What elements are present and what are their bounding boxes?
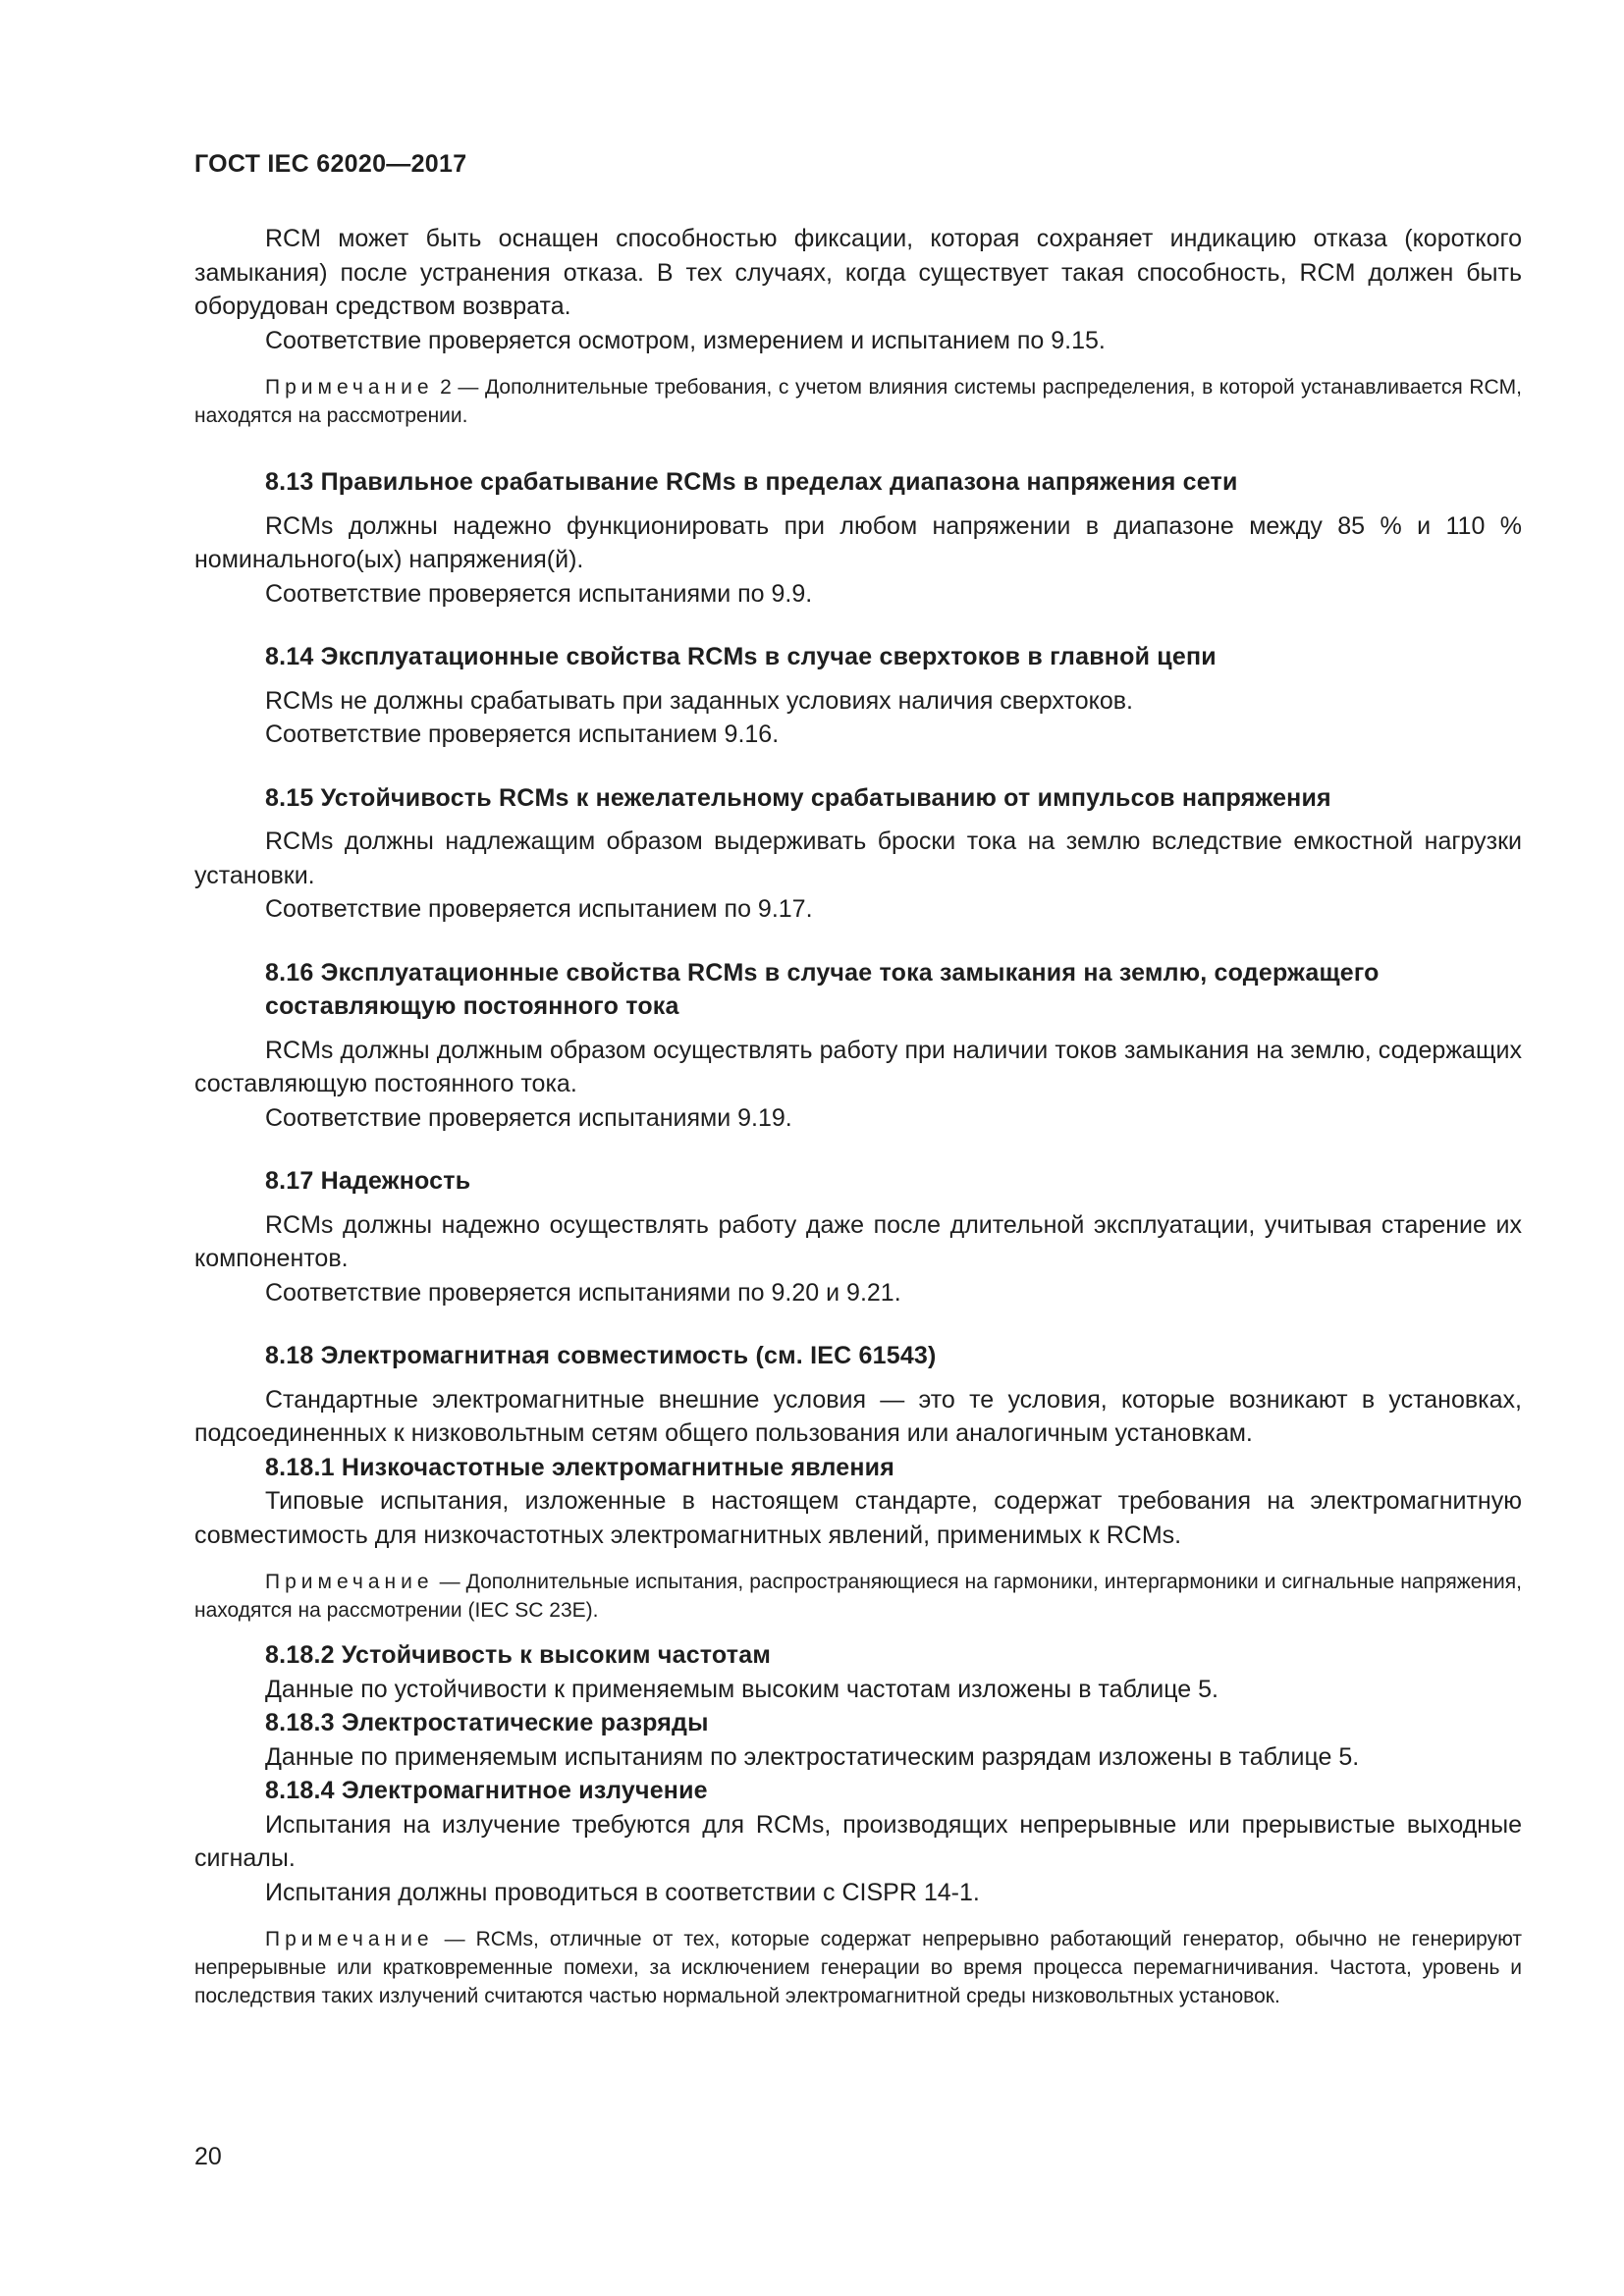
- section-8-18-1-heading: 8.18.1 Низкочастотные электромагнитные явления: [265, 1453, 894, 1481]
- section-8-17-heading: 8.17 Надежность: [265, 1167, 471, 1195]
- section-8-16-paragraph-1: RCMs должны должным образом осуществлять работу при наличии токов замыкания на землю, содержащих составляющую постоянного тока.: [194, 1036, 1522, 1097]
- note-label: Примечание: [265, 1928, 434, 1950]
- section-8-13-heading: 8.13 Правильное срабатывание RCMs в пределах диапазона напряжения сети: [265, 468, 1238, 496]
- section-8-15-paragraph-1: RCMs должны надлежащим образом выдерживать броски тока на землю вследствие емкостной нагрузки установки.: [194, 828, 1522, 889]
- section-8-18-4-paragraph-1: Испытания на излучение требуются для RCMs, производящих непрерывные или прерывистые выходные сигналы.: [194, 1810, 1522, 1872]
- section-8-16-heading-line-2: составляющую постоянного тока: [265, 992, 679, 1020]
- section-8-18-1-note: [194, 1568, 1522, 1625]
- section-8-13-paragraph-2: Соответствие проверяется испытаниями по 9.9.: [265, 579, 813, 608]
- section-8-14-heading: 8.14 Эксплуатационные свойства RCMs в случае сверхтоков в главной цепи: [265, 643, 1217, 670]
- section-8-18-1-paragraph: Типовые испытания, изложенные в настоящем стандарте, содержат требования на электромагнитную совместимость для низкочастотных электромагнитных явлений, применимых к RCMs.: [194, 1487, 1522, 1549]
- section-8-18-2-paragraph: Данные по устойчивости к применяемым высоким частотам изложены в таблице 5.: [265, 1675, 1218, 1703]
- standard-title: ГОСТ IEC 62020—2017: [194, 150, 467, 178]
- note-label: Примечание: [265, 376, 434, 399]
- section-8-18-2-heading: 8.18.2 Устойчивость к высоким частотам: [265, 1641, 772, 1669]
- section-8-18-3-paragraph: Данные по применяемым испытаниям по электростатическим разрядам изложены в таблице 5.: [265, 1742, 1360, 1771]
- section-8-17-paragraph-1: RCMs должны надежно осуществлять работу даже после длительной эксплуатации, учитывая старение их компонентов.: [194, 1210, 1522, 1272]
- note-text: — Дополнительные испытания, распространяющиеся на гармоники, интергармоники и сигнальные напряжения, находятся на рассмотрении (IEC SC 23E).: [194, 1571, 1522, 1622]
- section-8-18-3-heading: 8.18.3 Электростатические разряды: [265, 1709, 709, 1736]
- section-8-16-heading: [194, 956, 1522, 1024]
- intro-note: [194, 373, 1522, 430]
- section-8-16-heading-line-1: 8.16 Эксплуатационные свойства RCMs в случае тока замыкания на землю, содержащего: [265, 958, 1380, 987]
- section-8-16-paragraph-2: Соответствие проверяется испытаниями 9.19.: [265, 1103, 792, 1132]
- section-8-17-paragraph-2: Соответствие проверяется испытаниями по 9.20 и 9.21.: [265, 1278, 901, 1307]
- intro-paragraph-2: Соответствие проверяется осмотром, измерением и испытанием по 9.15.: [265, 326, 1106, 354]
- section-8-15-paragraph-2: Соответствие проверяется испытанием по 9.17.: [265, 895, 813, 923]
- section-8-18-4-heading: 8.18.4 Электромагнитное излучение: [265, 1777, 708, 1804]
- section-8-18-4-note: [194, 1925, 1522, 2010]
- section-8-18-4-paragraph-2: Испытания должны проводиться в соответствии с CISPR 14-1.: [265, 1878, 980, 1906]
- intro-paragraph-1: RCM может быть оснащен способностью фиксации, которая сохраняет индикацию отказа (короткого замыкания) после устранения отказа. В тех случаях, когда существует такая способность, RCM должен быть оборудован средством возврата.: [194, 225, 1522, 320]
- section-8-18-heading: 8.18 Электромагнитная совместимость (см. IEC 61543): [265, 1342, 937, 1369]
- note-text: 2 — Дополнительные требования, с учетом влияния системы распределения, в которой устанавливается RCM, находятся на рассмотрении.: [194, 376, 1522, 427]
- document-body: [194, 222, 1522, 2010]
- note-text: — RCMs, отличные от тех, которые содержат непрерывно работающий генератор, обычно не генерируют непрерывные или кратковременные помехи, за исключением генерации во время процесса перемагничивания. Частота, уровень и последствия таких излучений считаются частью нормальной электромагнитной среды низковольтных установок.: [194, 1928, 1522, 2007]
- section-8-15-heading: 8.15 Устойчивость RCMs к нежелательному срабатыванию от импульсов напряжения: [265, 783, 1331, 812]
- page-number: 20: [194, 2143, 222, 2170]
- section-8-18-paragraph-1: Стандартные электромагнитные внешние условия — это те условия, которые возникают в установках, подсоединенных к низковольтным сетям общего пользования или аналогичным установкам.: [194, 1385, 1522, 1447]
- section-8-13-paragraph-1: RCMs должны надежно функционировать при любом напряжении в диапазоне между 85 % и 110 % номинального(ых) напряжения(й).: [194, 511, 1522, 573]
- section-8-14-paragraph-2: Соответствие проверяется испытанием 9.16.: [265, 721, 780, 748]
- section-8-14-paragraph-1: RCMs не должны срабатывать при заданных условиях наличия сверхтоков.: [265, 686, 1133, 715]
- note-label: Примечание: [265, 1571, 434, 1593]
